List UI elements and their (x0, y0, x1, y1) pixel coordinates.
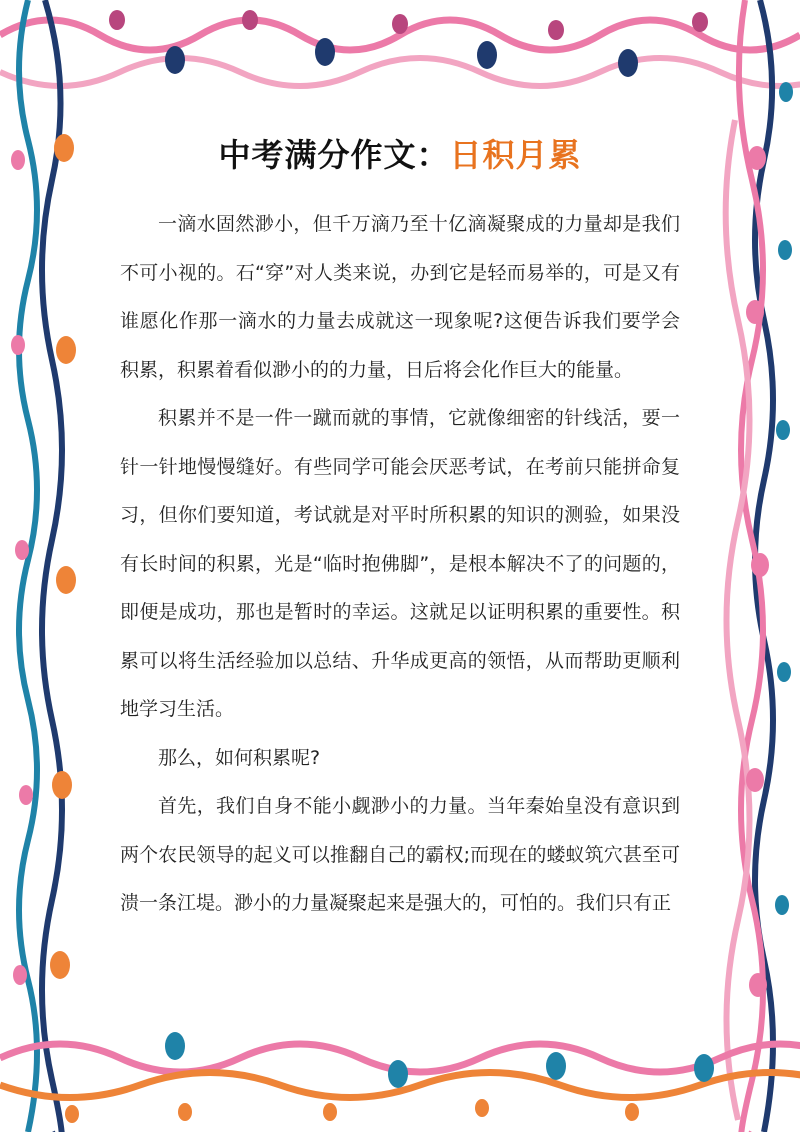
paragraph-3: 那么，如何积累呢? (158, 746, 321, 769)
right-wave-light-pink (726, 120, 750, 1120)
title-main: 中考满分作文： (218, 136, 450, 174)
essay-body (120, 200, 680, 928)
paragraph-1: 一滴水固然渺小，但千万滴乃至十亿滴凝聚成的力量却是我们不可小视的。石“穿”对人类来说，办到它是轻而易举的，可是又有谁愿化作那一滴水的力量去成就这一现象呢?这便告诉我们要学会积累，积累着看似渺小的的力量，日后将会化作巨大的能量。 (120, 213, 680, 381)
top-wave-light-pink (0, 58, 800, 86)
title-accent: 日积月累 (449, 136, 582, 174)
page-title (0, 130, 800, 176)
paragraph-4: 首先，我们自身不能小觑渺小的力量。当年秦始皇没有意识到两个农民领导的起义可以推翻自己的霸权;而现在的蝼蚁筑穴甚至可溃一条江堤。渺小的力量凝聚起来是强大的，可怕的。我们只有正 (120, 795, 680, 914)
paragraph-2: 积累并不是一件一蹴而就的事情，它就像细密的针线活，要一针一针地慢慢缝好。有些同学可能会厌恶考试，在考前只能拼命复习，但你们要知道，考试就是对平时所积累的知识的测验，如果没有长时间的积累，光是“临时抱佛脚”，是根本解决不了的问题的，即便是成功，那也是暂时的幸运。这就足以证明积累的重要性。积累可以将生活经验加以总结、升华成更高的领悟，从而帮助更顺利地学习生活。 (120, 407, 680, 720)
